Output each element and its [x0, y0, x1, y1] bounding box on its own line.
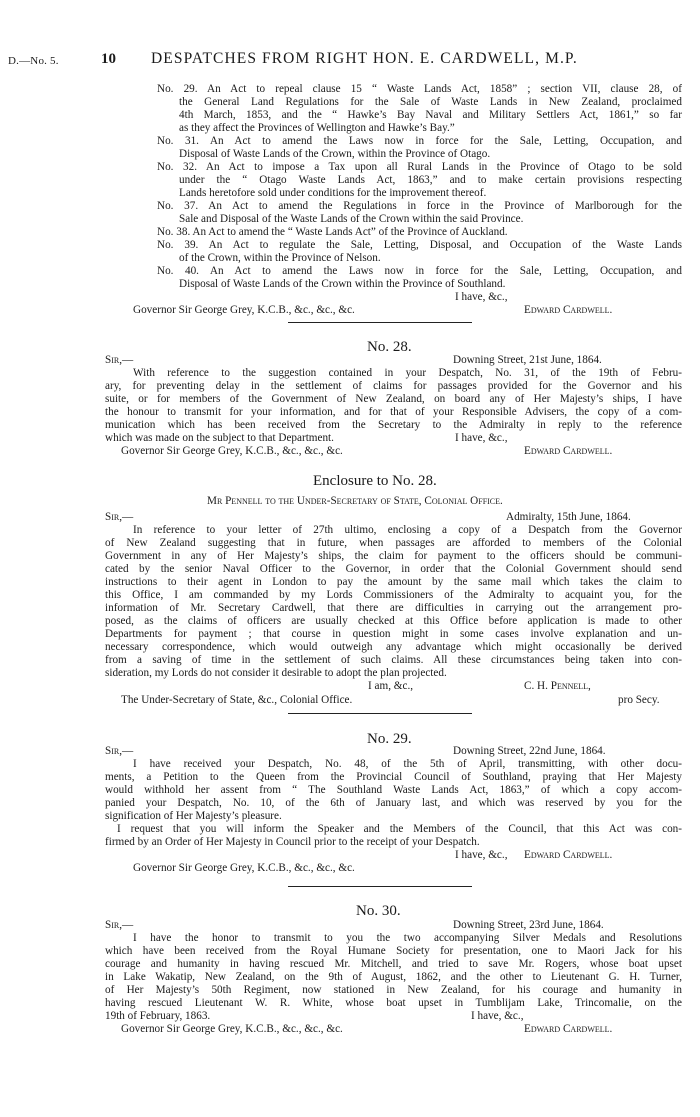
governor-line: Governor Sir George Grey, K.C.B., &c., &c., &c.	[133, 862, 355, 874]
signature: Edward Cardwell.	[524, 304, 613, 316]
place-date: Downing Street, 21st June, 1864.	[453, 354, 602, 366]
body-line: which have been received from the Royal Humane Society for presentation, one to Maori Jack for his	[105, 945, 682, 957]
act-line: No. 39. An Act to regulate the Sale, Letting, Disposal, and Occupation of the Waste Lands	[157, 239, 682, 251]
pro-secy: pro Secy.	[618, 694, 660, 706]
act-line: Lands heretofore sold under conditions for the improvement thereof.	[179, 187, 487, 199]
body-line: Government in any of Her Majesty’s ships, the claim for payment to the officers should be communi-	[105, 550, 682, 562]
body-line: With reference to the suggestion contained in your Despatch, No. 31, of the 19th of Febru-	[133, 367, 682, 379]
salutation: Sir,—	[105, 511, 134, 523]
salutation: Sir,—	[105, 354, 134, 366]
body-line: which was made on the subject to that Department.	[105, 432, 334, 444]
body-line: courage and humanity in having rescued Mr. Mitchell, and tried to save Mr. Rogers, whose boat upset	[105, 958, 682, 970]
body-line: the honour to transmit for your information, and for that of your Responsible Advisers, the copy of a com-	[105, 406, 682, 418]
enclosure-heading: Enclosure to No. 28.	[313, 473, 437, 489]
closing-have: I have, &c.,	[455, 432, 508, 444]
signature: C. H. Pennell,	[524, 680, 591, 692]
governor-line: Governor Sir George Grey, K.C.B., &c., &c., &c.	[121, 1023, 343, 1035]
closing-am: I am, &c.,	[368, 680, 414, 692]
body-line: having rescued Lieutenant W. R. White, whose boat upset in Tumblijam Lake, Trincomalie, on the	[105, 997, 682, 1009]
act-line: the General Land Regulations for the Sale of Waste Lands in New Zealand, proclaimed	[179, 96, 682, 108]
body-line: signification of Her Majesty’s pleasure.	[105, 810, 282, 822]
act-line: 4th March, 1853, and the “ Hawke’s Bay Naval and Military Settlers Act, 1861,” so far	[179, 109, 682, 121]
section-divider	[288, 322, 472, 323]
body-line: I request that you will inform the Speaker and the Members of the Council, that this Act was con-	[117, 823, 682, 835]
body-line: In reference to your letter of 27th ultimo, enclosing a copy of a Despatch from the Governor	[133, 524, 682, 536]
body-line: ary, for preventing delay in the settlement of claims for passages provided for the Governor and his	[105, 380, 682, 392]
closing-have: I have, &c.,	[455, 291, 508, 303]
act-line: Disposal of Waste Lands of the Crown, within the Province of Otago.	[179, 148, 491, 160]
body-line: suite, or for members of the Government of New Zealand, on board any of Her Majesty’s ships, I have	[105, 393, 682, 405]
act-line: as they affect the Provinces of Wellington and Hawke’s Bay.”	[179, 122, 455, 134]
governor-line: Governor Sir George Grey, K.C.B., &c., &c., &c.	[121, 445, 343, 457]
body-line: information of Mr. Secretary Cardwell, that there are difficulties in carrying out the arrangement pro-	[105, 602, 682, 614]
page-number: 10	[101, 51, 116, 67]
signature: Edward Cardwell.	[524, 445, 613, 457]
body-line: from a saving of time in the settlement of such claims. All these circumstances being taken into con-	[105, 654, 682, 666]
body-line: sideration, my Lords do not consider it desirable to adopt the plan projected.	[105, 667, 447, 679]
despatch-heading: No. 29.	[367, 731, 412, 747]
act-line: No. 38. An Act to amend the “ Waste Lands Act” of the Province of Auckland.	[157, 226, 508, 238]
page-title: DESPATCHES FROM RIGHT HON. E. CARDWELL, M.P.	[151, 50, 578, 67]
section-divider	[288, 713, 472, 714]
body-line: panied your Despatch, No. 10, of the 6th of January last, and which was reserved by you for the	[105, 797, 682, 809]
body-line: of New Zealand suggesting that in future, when passages are afforded to members of the Colonial	[105, 537, 682, 549]
document-reference: D.—No. 5.	[8, 55, 59, 67]
body-line: munication which has been received from the Secretary to the Admiralty in reply to the reference	[105, 419, 682, 431]
body-line: in Lake Wakatip, New Zealand, on the 9th of August, 1862, and the other to Lieutenant G. H. Turner,	[105, 971, 682, 983]
body-line: instructions to their agent in London to pay the amount by the same mail which takes the claim to	[105, 576, 682, 588]
governor-line: Governor Sir George Grey, K.C.B., &c., &c., &c.	[133, 304, 355, 316]
addressee-line: The Under-Secretary of State, &c., Colonial Office.	[121, 694, 353, 706]
section-divider	[288, 886, 472, 887]
act-line: Sale and Disposal of the Waste Lands of the Crown within the said Province.	[179, 213, 524, 225]
body-line: 19th of February, 1863.	[105, 1010, 211, 1022]
body-line: Departments for payment ; that course in question might in some cases involve explanation and un-	[105, 628, 682, 640]
act-line: of the Crown, within the Province of Nelson.	[179, 252, 381, 264]
body-line: I have received your Despatch, No. 48, of the 5th of April, transmitting, with other docu-	[133, 758, 682, 770]
body-line: of Her Majesty’s 50th Regiment, now stationed in New Zealand, for his courage and humanity in	[105, 984, 682, 996]
signature: Edward Cardwell.	[524, 1023, 613, 1035]
act-line: No. 29. An Act to repeal clause 15 “ Waste Lands Act, 1858” ; section VII, clause 28, of	[157, 83, 682, 95]
body-line: would withhold her assent from “ The Southland Waste Lands Act, 1863,” of which a copy accom-	[105, 784, 682, 796]
closing-have: I have, &c.,	[455, 849, 508, 861]
place-date: Downing Street, 23rd June, 1864.	[453, 919, 604, 931]
body-line: this Office, I am commanded by my Lords Commissioners of the Admiralty to acquaint you, for the	[105, 589, 682, 601]
body-line: posed, as the claims of officers are usually checked at this Office before application is made to other	[105, 615, 682, 627]
act-line: No. 40. An Act to amend the Laws now in force for the Sale, Letting, Occupation, and	[157, 265, 682, 277]
body-line: firmed by an Order of Her Majesty in Council prior to the receipt of your Despatch.	[105, 836, 480, 848]
act-line: No. 31. An Act to amend the Laws now in force for the Sale, Letting, Occupation, and	[157, 135, 682, 147]
despatch-heading: No. 28.	[367, 339, 412, 355]
body-line: I have the honor to transmit to you the two accompanying Silver Medals and Resolutions	[133, 932, 682, 944]
body-line: cated by the senior Naval Officer to the Governor, in order that the Colonial Government should send	[105, 563, 682, 575]
despatch-heading: No. 30.	[356, 903, 401, 919]
closing-have: I have, &c.,	[471, 1010, 524, 1022]
from-to-line: Mr Pennell to the Under-Secretary of State, Colonial Office.	[207, 495, 503, 507]
signature: Edward Cardwell.	[524, 849, 613, 861]
place-date: Admiralty, 15th June, 1864.	[506, 511, 631, 523]
salutation: Sir,—	[105, 919, 134, 931]
act-line: Disposal of Waste Lands of the Crown within the Province of Southland.	[179, 278, 506, 290]
body-line: ments, a Petition to the Queen from the Provincial Council of Southland, praying that Her Majesty	[105, 771, 682, 783]
act-line: No. 37. An Act to amend the Regulations in force in the Province of Marlborough for the	[157, 200, 682, 212]
act-line: No. 32. An Act to impose a Tax upon all Rural Lands in the Province of Otago to be sold	[157, 161, 682, 173]
body-line: necessary correspondence, which would outweigh any advantage which might occasionally be derived	[105, 641, 682, 653]
place-date: Downing Street, 22nd June, 1864.	[453, 745, 606, 757]
act-line: under the “ Otago Waste Lands Act, 1863,” and to make certain provisions respecting	[179, 174, 682, 186]
salutation: Sir,—	[105, 745, 134, 757]
